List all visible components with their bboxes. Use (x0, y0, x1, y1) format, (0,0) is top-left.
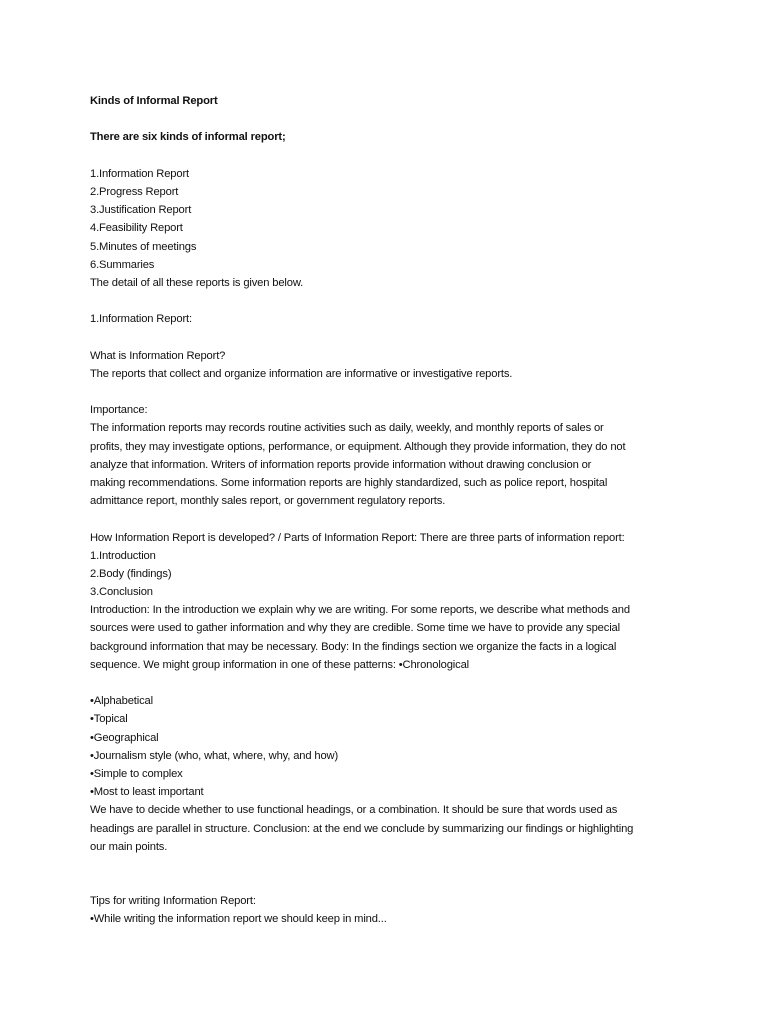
paragraph-line: sequence. We might group information in one of these patterns: •Chronological (90, 658, 469, 671)
importance-heading: Importance: (90, 404, 148, 417)
paragraph-line: admittance report, monthly sales report, or government regulatory reports. (90, 495, 446, 508)
list-item: 1.Introduction (90, 549, 156, 562)
document-page (90, 92, 690, 929)
list-item: •Geographical (90, 731, 159, 744)
list-item: •Most to least important (90, 786, 204, 799)
list-item: •Journalism style (who, what, where, why, and how) (90, 749, 339, 762)
paragraph-line: our main points. (90, 840, 168, 853)
tips-heading: Tips for writing Information Report: (90, 895, 256, 908)
list-item: 3.Conclusion (90, 586, 153, 599)
paragraph-line: headings are parallel in structure. Conclusion: at the end we conclude by summarizing our findings or highlighting (90, 822, 634, 835)
importance-paragraph (90, 419, 690, 510)
introduction-paragraph (90, 601, 690, 674)
parts-heading: How Information Report is developed? / Parts of Information Report: There are three parts of information report: (90, 531, 625, 544)
list-item: 3.Justification Report (90, 204, 192, 217)
patterns-list (90, 692, 690, 801)
paragraph-line: profits, they may investigate options, performance, or equipment. Although they provide information, they do not (90, 440, 626, 453)
paragraph-line: making recommendations. Some information reports are highly standardized, such as police report, hospital (90, 476, 608, 489)
paragraph-line: We have to decide whether to use functional headings, or a combination. It should be sure that words used as (90, 804, 618, 817)
kinds-footer: The detail of all these reports is given below. (90, 276, 304, 289)
section-heading: 1.Information Report: (90, 313, 192, 326)
paragraph-line: background information that may be necessary. Body: In the findings section we organize the facts in a logical (90, 640, 617, 653)
document-title: Kinds of Informal Report (90, 95, 218, 107)
list-item: 4.Feasibility Report (90, 222, 183, 235)
list-item: •Alphabetical (90, 695, 153, 708)
what-body: The reports that collect and organize information are informative or investigative reports. (90, 367, 513, 380)
paragraph-line: sources were used to gather information and why they are credible. Some time we have to provide any special (90, 622, 620, 635)
parts-list (90, 547, 690, 602)
what-heading: What is Information Report? (90, 349, 226, 362)
paragraph-line: Introduction: In the introduction we explain why we are writing. For some reports, we describe what methods and (90, 604, 630, 617)
paragraph-line: analyze that information. Writers of information reports provide information without drawing conclusion or (90, 458, 592, 471)
list-item: •Topical (90, 713, 128, 726)
list-item: •Simple to complex (90, 767, 183, 780)
list-item: 1.Information Report (90, 167, 189, 180)
list-item: 6.Summaries (90, 258, 155, 271)
paragraph-line: The information reports may records routine activities such as daily, weekly, and monthly reports of sales or (90, 422, 604, 435)
list-item: 5.Minutes of meetings (90, 240, 197, 253)
intro-text: There are six kinds of informal report; (90, 131, 286, 144)
tips-item: •While writing the information report we should keep in mind... (90, 913, 387, 926)
list-item: 2.Progress Report (90, 185, 179, 198)
kinds-list (90, 165, 690, 274)
conclusion-paragraph (90, 801, 690, 856)
list-item: 2.Body (findings) (90, 567, 172, 580)
